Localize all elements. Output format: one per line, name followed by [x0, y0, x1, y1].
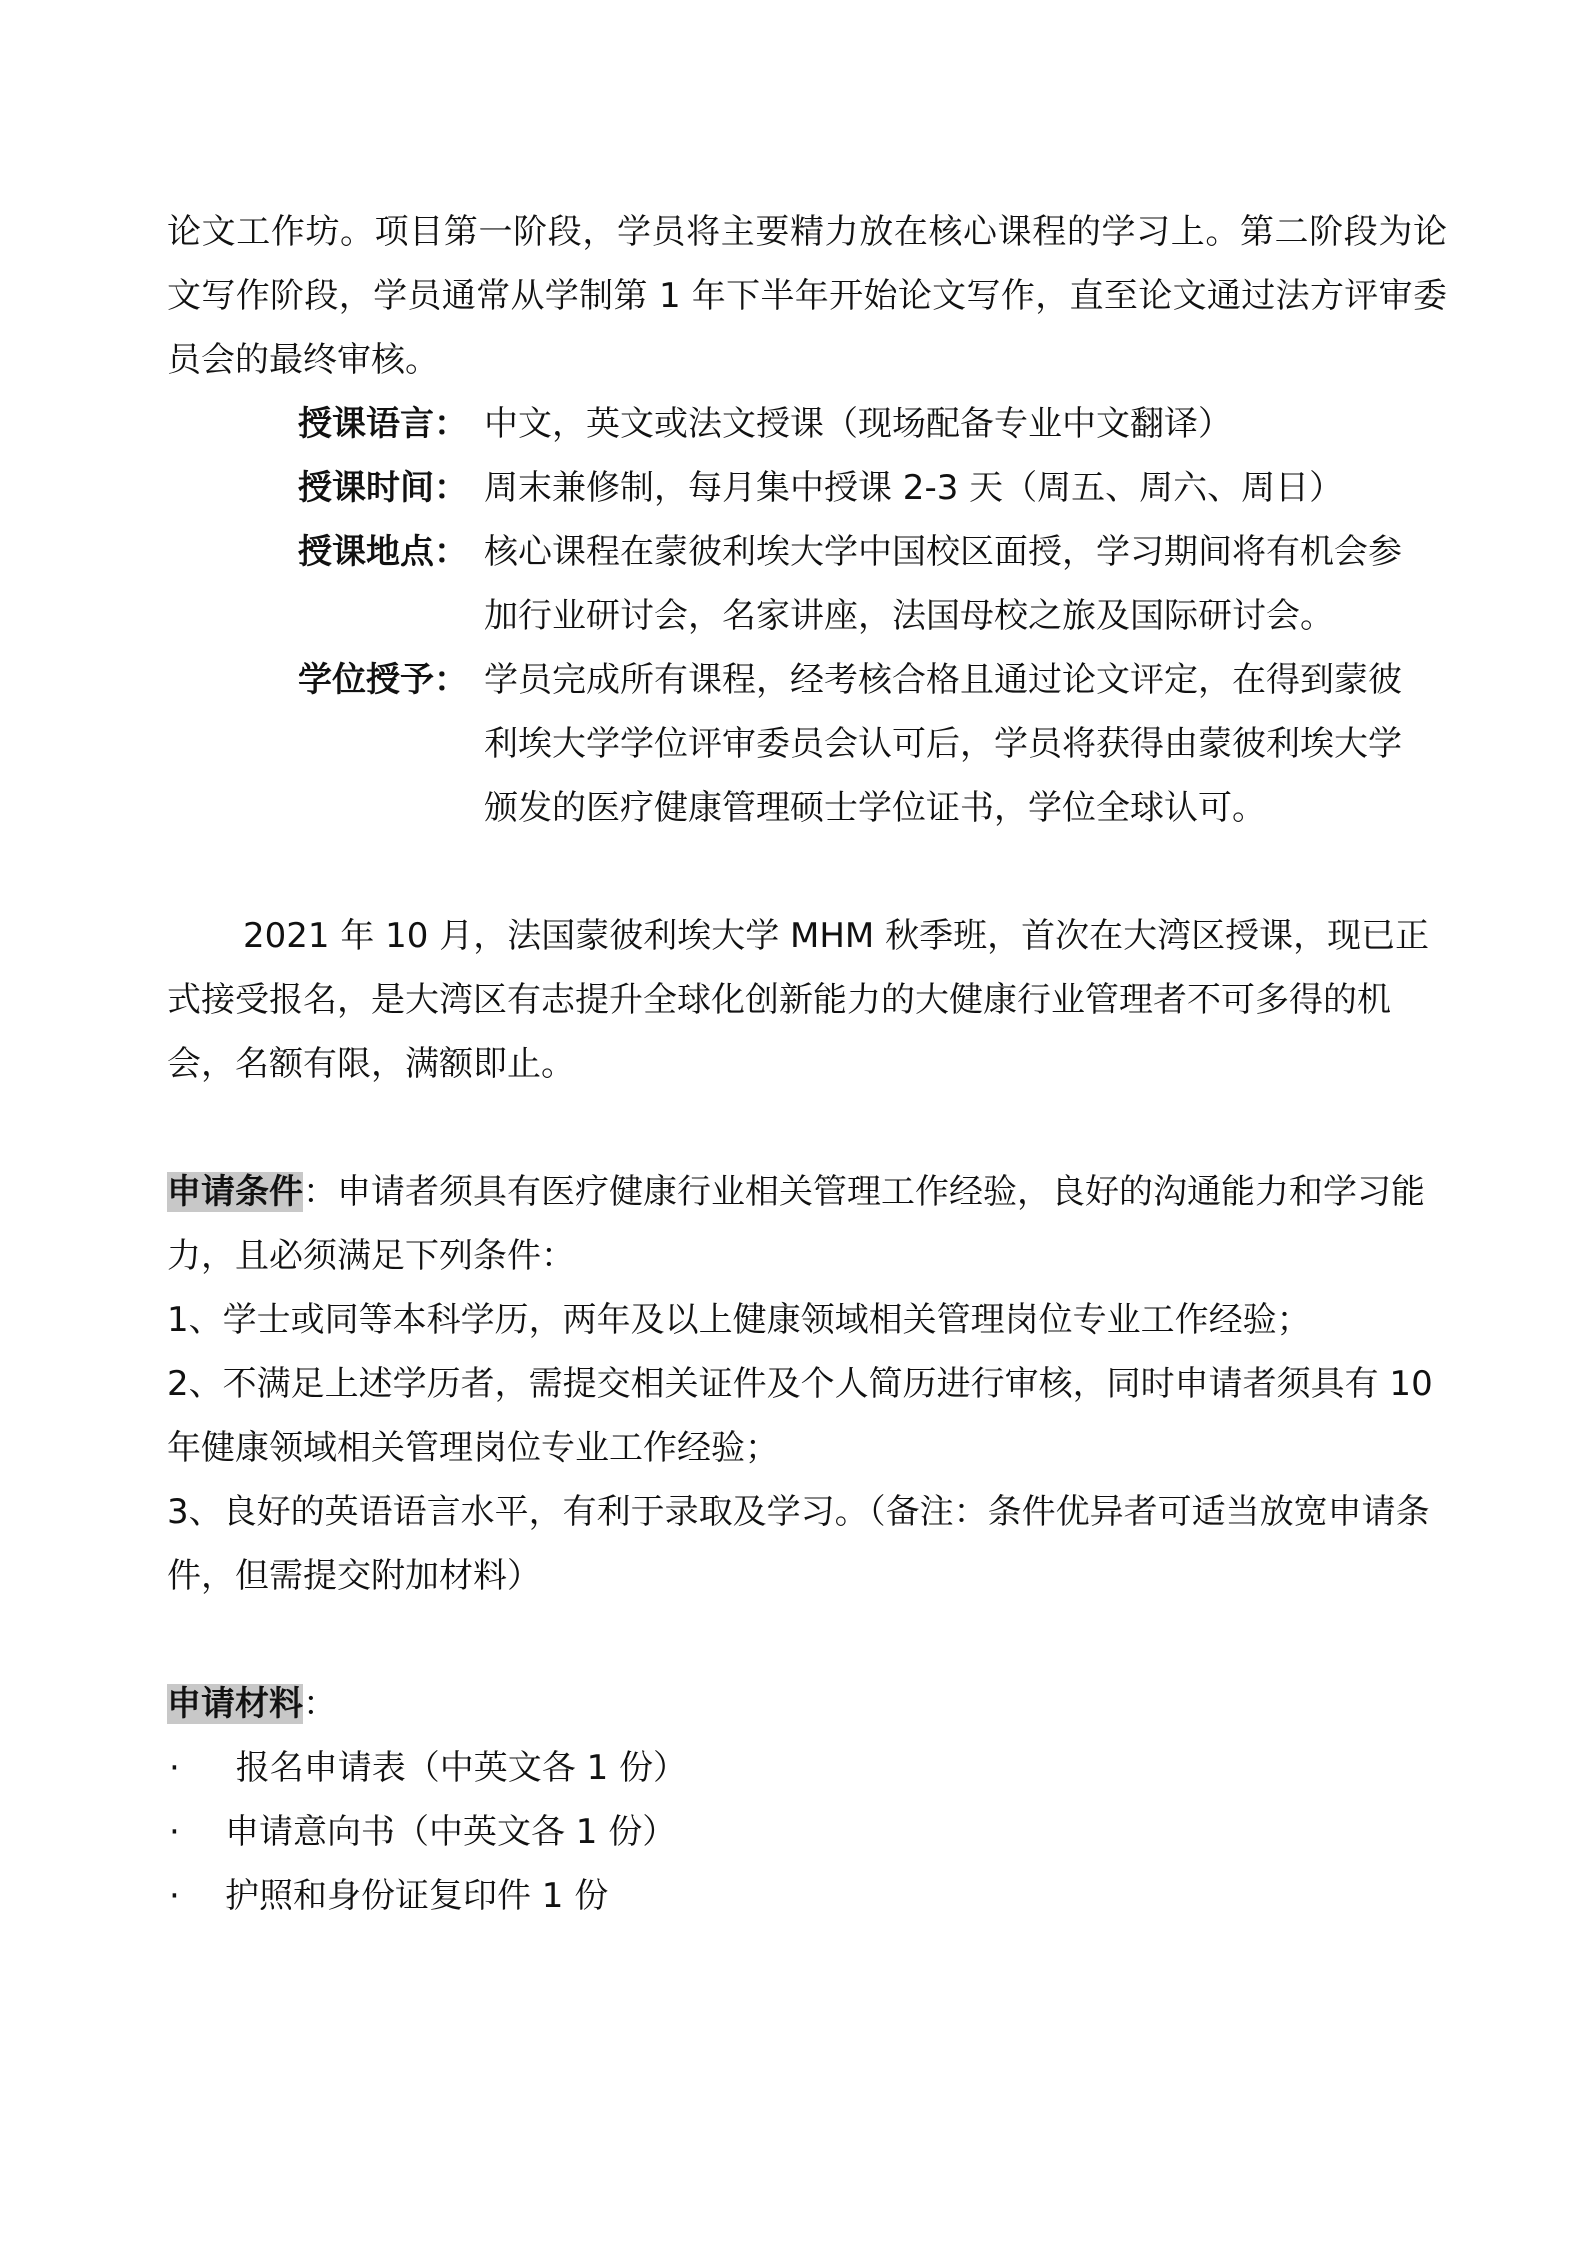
info-label: 授课地点：: [298, 532, 468, 572]
bullet-icon: ·: [169, 1812, 180, 1852]
info-row-language: [167, 392, 1447, 456]
requirements-intro: [167, 1160, 1447, 1288]
materials-colon: ：: [303, 1684, 337, 1724]
material-text: 申请意向书（中英文各 1 份）: [225, 1812, 677, 1852]
info-label: 授课语言：: [298, 404, 468, 444]
material-text: 护照和身份证复印件 1 份: [225, 1876, 609, 1916]
announcement-paragraph: 2021 年 10 月，法国蒙彼利埃大学 MHM 秋季班，首次在大湾区授课，现已正式接受报名，是大湾区有志提升全球化创新能力的大健康行业管理者不可多得的机会，名额有限，满额即止。: [167, 916, 1430, 1084]
requirements-intro-text: ：申请者须具有医疗健康行业相关管理工作经验，良好的沟通能力和学习能力，且必须满足下列条件：: [167, 1172, 1425, 1276]
requirements-heading: 申请条件: [167, 1172, 303, 1212]
material-text: 报名申请表（中英文各 1 份）: [225, 1748, 688, 1788]
material-item: [167, 1864, 1447, 1928]
materials-heading: 申请材料: [167, 1684, 303, 1724]
info-value: 中文，英文或法文授课（现场配备专业中文翻译）: [484, 404, 1232, 444]
requirement-item: 1、学士或同等本科学历，两年及以上健康领域相关管理岗位专业工作经验；: [167, 1300, 1311, 1340]
requirement-item: 2、不满足上述学历者，需提交相关证件及个人简历进行审核，同时申请者须具有 10 年健康领域相关管理岗位专业工作经验；: [167, 1364, 1433, 1468]
materials-section: [167, 1672, 1447, 1928]
material-item: [167, 1736, 1447, 1800]
info-label: 授课时间：: [298, 468, 468, 508]
requirements-section: [167, 1160, 1447, 1608]
info-row-degree: [167, 648, 1447, 840]
info-value: 核心课程在蒙彼利埃大学中国校区面授，学习期间将有机会参加行业研讨会，名家讲座，法国母校之旅及国际研讨会。: [484, 532, 1402, 636]
materials-heading-line: [167, 1672, 1447, 1736]
document-body: [167, 200, 1447, 1928]
bullet-icon: ·: [169, 1748, 180, 1788]
info-row-location: [167, 520, 1447, 648]
info-row-time: [167, 456, 1447, 520]
material-item: [167, 1800, 1447, 1864]
bullet-icon: ·: [169, 1876, 180, 1916]
intro-paragraph: 论文工作坊。项目第一阶段，学员将主要精力放在核心课程的学习上。第二阶段为论文写作阶段，学员通常从学制第 1 年下半年开始论文写作，直至论文通过法方评审委员会的最终审核。: [167, 212, 1447, 380]
info-value: 学员完成所有课程，经考核合格且通过论文评定，在得到蒙彼利埃大学学位评审委员会认可后，学员将获得由蒙彼利埃大学颁发的医疗健康管理硕士学位证书，学位全球认可。: [484, 660, 1402, 828]
info-value: 周末兼修制，每月集中授课 2-3 天（周五、周六、周日）: [484, 468, 1344, 508]
info-label: 学位授予：: [298, 660, 468, 700]
program-info-list: [167, 392, 1447, 840]
requirement-item: 3、良好的英语语言水平，有利于录取及学习。（备注：条件优异者可适当放宽申请条件，但需提交附加材料）: [167, 1492, 1430, 1596]
